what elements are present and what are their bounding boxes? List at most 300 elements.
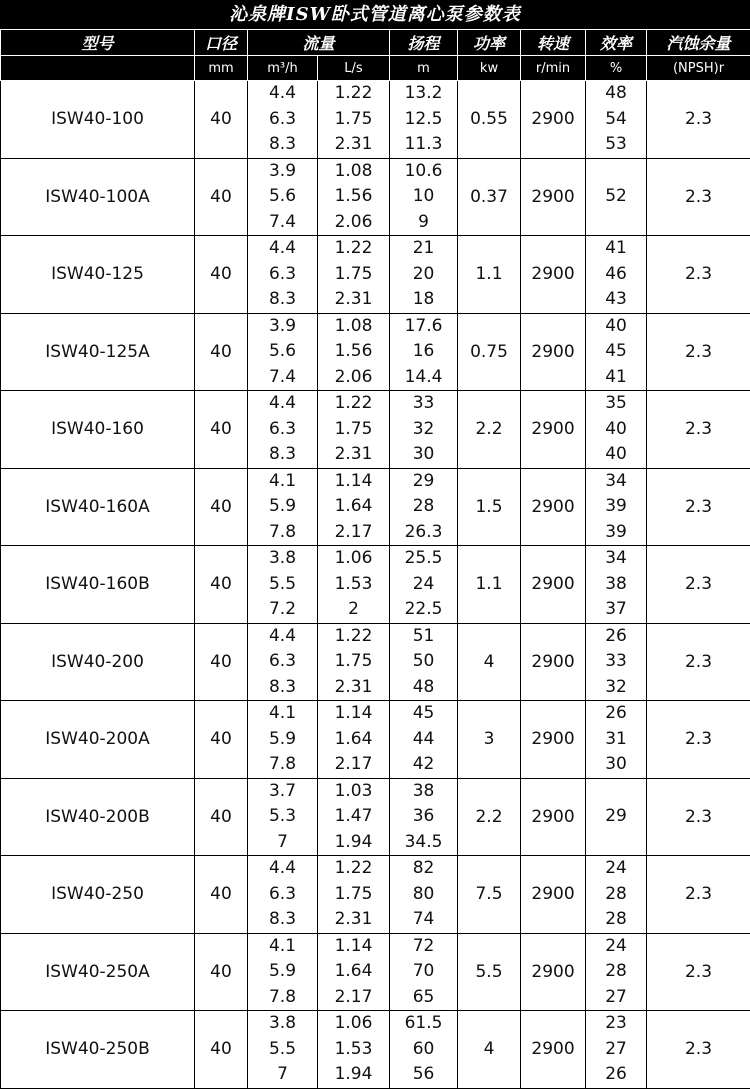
flow-ls-cell <box>318 701 390 779</box>
head-cell-value: 30 <box>390 442 457 468</box>
flow-ls-cell-value: 1.75 <box>318 107 389 133</box>
table-row <box>1 546 750 624</box>
table-row <box>1 1011 750 1089</box>
flow-ls-cell-value: 1.08 <box>318 159 389 185</box>
head-cell-value: 14.4 <box>390 365 457 391</box>
flow-ls-cell-value: 2.31 <box>318 132 389 158</box>
efficiency-cell-value: 37 <box>586 597 646 623</box>
flow-ls-cell-value: 1.53 <box>318 1037 389 1063</box>
flow-m3h-cell-value: 6.3 <box>248 262 317 288</box>
head-cell-value: 74 <box>390 907 457 933</box>
efficiency-cell <box>586 623 647 701</box>
model-cell: ISW40-100A <box>1 158 195 236</box>
flow-ls-cell <box>318 313 390 391</box>
head-cell-value: 48 <box>390 675 457 701</box>
pump-parameter-table <box>0 29 750 1089</box>
table-row <box>1 701 750 779</box>
npsh-cell: 2.3 <box>647 546 750 624</box>
flow-ls-cell-value: 2.17 <box>318 520 389 546</box>
npsh-cell: 2.3 <box>647 856 750 934</box>
caliber-cell: 40 <box>195 313 248 391</box>
npsh-cell: 2.3 <box>647 623 750 701</box>
efficiency-cell-value: 24 <box>586 856 646 882</box>
flow-m3h-cell-value: 3.9 <box>248 314 317 340</box>
efficiency-cell-value: 26 <box>586 1062 646 1088</box>
table-row <box>1 623 750 701</box>
flow-ls-cell-value: 1.22 <box>318 81 389 107</box>
model-cell: ISW40-160B <box>1 546 195 624</box>
flow-m3h-cell-value: 3.8 <box>248 546 317 572</box>
head-cell-value: 50 <box>390 649 457 675</box>
speed-cell: 2900 <box>521 701 586 779</box>
flow-ls-cell <box>318 81 390 159</box>
table-row <box>1 391 750 469</box>
efficiency-cell-value: 26 <box>586 701 646 727</box>
efficiency-cell-value: 31 <box>586 727 646 753</box>
head-cell-value: 9 <box>390 210 457 236</box>
head-cell-value: 51 <box>390 624 457 650</box>
head-cell <box>390 158 458 236</box>
power-cell: 2.2 <box>458 391 521 469</box>
model-cell: ISW40-250B <box>1 1011 195 1089</box>
head-cell-value: 17.6 <box>390 314 457 340</box>
flow-ls-cell-value: 1.64 <box>318 959 389 985</box>
head-cell-value: 42 <box>390 752 457 778</box>
efficiency-cell-value: 39 <box>586 520 646 546</box>
head-cell <box>390 701 458 779</box>
efficiency-cell-value: 29 <box>586 804 646 830</box>
flow-m3h-cell <box>248 623 318 701</box>
caliber-cell: 40 <box>195 1011 248 1089</box>
unit-power: kw <box>458 56 521 81</box>
flow-m3h-cell-value: 4.1 <box>248 934 317 960</box>
npsh-cell: 2.3 <box>647 391 750 469</box>
head-cell-value: 72 <box>390 934 457 960</box>
flow-ls-cell <box>318 236 390 314</box>
power-cell: 1.5 <box>458 468 521 546</box>
caliber-cell: 40 <box>195 546 248 624</box>
flow-ls-cell-value: 2.31 <box>318 442 389 468</box>
efficiency-cell-value: 28 <box>586 959 646 985</box>
flow-ls-cell-value: 1.47 <box>318 804 389 830</box>
flow-ls-cell-value: 1.22 <box>318 236 389 262</box>
caliber-cell: 40 <box>195 856 248 934</box>
efficiency-cell-value: 35 <box>586 391 646 417</box>
flow-ls-cell-value: 2.31 <box>318 907 389 933</box>
power-cell: 7.5 <box>458 856 521 934</box>
flow-ls-cell-value: 1.06 <box>318 546 389 572</box>
power-cell: 2.2 <box>458 778 521 856</box>
unit-row <box>1 56 750 81</box>
flow-m3h-cell-value: 4.4 <box>248 856 317 882</box>
head-cell-value: 18 <box>390 287 457 313</box>
efficiency-cell-value: 40 <box>586 417 646 443</box>
flow-ls-cell-value: 2.06 <box>318 365 389 391</box>
efficiency-cell-value: 41 <box>586 365 646 391</box>
flow-m3h-cell <box>248 236 318 314</box>
npsh-cell: 2.3 <box>647 1011 750 1089</box>
efficiency-cell-value: 27 <box>586 985 646 1011</box>
header-speed: 转速 <box>521 30 586 56</box>
model-cell: ISW40-160 <box>1 391 195 469</box>
power-cell: 5.5 <box>458 933 521 1011</box>
efficiency-cell-value: 26 <box>586 624 646 650</box>
flow-m3h-cell <box>248 81 318 159</box>
flow-m3h-cell-value: 8.3 <box>248 287 317 313</box>
head-cell-value: 11.3 <box>390 132 457 158</box>
flow-m3h-cell-value: 5.9 <box>248 727 317 753</box>
flow-m3h-cell-value: 6.3 <box>248 107 317 133</box>
flow-ls-cell <box>318 623 390 701</box>
efficiency-cell-value: 28 <box>586 907 646 933</box>
header-power: 功率 <box>458 30 521 56</box>
power-cell: 4 <box>458 1011 521 1089</box>
efficiency-cell <box>586 236 647 314</box>
efficiency-cell-value: 23 <box>586 1011 646 1037</box>
efficiency-cell-value: 34 <box>586 546 646 572</box>
flow-m3h-cell-value: 7 <box>248 1062 317 1088</box>
power-cell: 0.55 <box>458 81 521 159</box>
table-body <box>1 81 750 1089</box>
efficiency-cell-value: 48 <box>586 81 646 107</box>
flow-m3h-cell-value: 6.3 <box>248 649 317 675</box>
flow-ls-cell-value: 1.22 <box>318 856 389 882</box>
power-cell: 0.75 <box>458 313 521 391</box>
caliber-cell: 40 <box>195 933 248 1011</box>
head-cell-value: 25.5 <box>390 546 457 572</box>
flow-ls-cell-value: 1.75 <box>318 262 389 288</box>
speed-cell: 2900 <box>521 623 586 701</box>
efficiency-cell <box>586 313 647 391</box>
table-row <box>1 468 750 546</box>
power-cell: 1.1 <box>458 546 521 624</box>
head-cell <box>390 236 458 314</box>
flow-m3h-cell <box>248 391 318 469</box>
speed-cell: 2900 <box>521 1011 586 1089</box>
flow-ls-cell-value: 1.14 <box>318 469 389 495</box>
speed-cell: 2900 <box>521 778 586 856</box>
caliber-cell: 40 <box>195 81 248 159</box>
model-cell: ISW40-200B <box>1 778 195 856</box>
speed-cell: 2900 <box>521 158 586 236</box>
head-cell-value: 16 <box>390 339 457 365</box>
speed-cell: 2900 <box>521 81 586 159</box>
flow-m3h-cell <box>248 1011 318 1089</box>
head-cell-value: 10 <box>390 184 457 210</box>
flow-m3h-cell-value: 3.8 <box>248 1011 317 1037</box>
flow-m3h-cell <box>248 158 318 236</box>
power-cell: 4 <box>458 623 521 701</box>
efficiency-cell <box>586 81 647 159</box>
head-cell-value: 32 <box>390 417 457 443</box>
flow-ls-cell <box>318 856 390 934</box>
flow-m3h-cell-value: 8.3 <box>248 442 317 468</box>
flow-m3h-cell-value: 7.8 <box>248 520 317 546</box>
npsh-cell: 2.3 <box>647 701 750 779</box>
head-cell-value: 34.5 <box>390 830 457 856</box>
speed-cell: 2900 <box>521 468 586 546</box>
model-cell: ISW40-250 <box>1 856 195 934</box>
head-cell-value: 29 <box>390 469 457 495</box>
model-cell: ISW40-100 <box>1 81 195 159</box>
npsh-cell: 2.3 <box>647 778 750 856</box>
model-cell: ISW40-250A <box>1 933 195 1011</box>
table-row <box>1 158 750 236</box>
flow-m3h-cell <box>248 468 318 546</box>
flow-m3h-cell <box>248 546 318 624</box>
head-cell-value: 33 <box>390 391 457 417</box>
flow-ls-cell-value: 1.94 <box>318 830 389 856</box>
flow-ls-cell-value: 1.08 <box>318 314 389 340</box>
flow-ls-cell-value: 1.14 <box>318 934 389 960</box>
head-cell-value: 56 <box>390 1062 457 1088</box>
flow-m3h-cell-value: 7.8 <box>248 985 317 1011</box>
head-cell-value: 45 <box>390 701 457 727</box>
flow-ls-cell-value: 2.31 <box>318 287 389 313</box>
head-cell-value: 70 <box>390 959 457 985</box>
flow-m3h-cell-value: 5.9 <box>248 494 317 520</box>
header-model: 型号 <box>1 30 195 56</box>
unit-flow-ls: L/s <box>318 56 390 81</box>
caliber-cell: 40 <box>195 778 248 856</box>
speed-cell: 2900 <box>521 236 586 314</box>
npsh-cell: 2.3 <box>647 158 750 236</box>
flow-ls-cell-value: 1.75 <box>318 417 389 443</box>
flow-m3h-cell <box>248 778 318 856</box>
flow-m3h-cell-value: 3.7 <box>248 779 317 805</box>
efficiency-cell <box>586 546 647 624</box>
head-cell-value: 12.5 <box>390 107 457 133</box>
model-cell: ISW40-160A <box>1 468 195 546</box>
flow-ls-cell-value: 2 <box>318 597 389 623</box>
efficiency-cell-value: 53 <box>586 132 646 158</box>
flow-ls-cell-value: 1.14 <box>318 701 389 727</box>
head-cell-value: 80 <box>390 882 457 908</box>
head-cell <box>390 856 458 934</box>
flow-ls-cell-value: 1.53 <box>318 572 389 598</box>
header-row <box>1 30 750 56</box>
head-cell-value: 22.5 <box>390 597 457 623</box>
flow-m3h-cell-value: 4.4 <box>248 391 317 417</box>
head-cell-value: 65 <box>390 985 457 1011</box>
head-cell-value: 13.2 <box>390 81 457 107</box>
efficiency-cell-value: 39 <box>586 494 646 520</box>
head-cell-value: 20 <box>390 262 457 288</box>
flow-ls-cell-value: 1.03 <box>318 779 389 805</box>
efficiency-cell-value: 24 <box>586 934 646 960</box>
model-cell: ISW40-200A <box>1 701 195 779</box>
flow-m3h-cell-value: 6.3 <box>248 417 317 443</box>
power-cell: 1.1 <box>458 236 521 314</box>
flow-m3h-cell <box>248 313 318 391</box>
table-row <box>1 81 750 159</box>
flow-ls-cell <box>318 546 390 624</box>
table-row <box>1 236 750 314</box>
head-cell-value: 82 <box>390 856 457 882</box>
table-row <box>1 313 750 391</box>
caliber-cell: 40 <box>195 623 248 701</box>
table-row <box>1 778 750 856</box>
flow-ls-cell-value: 1.94 <box>318 1062 389 1088</box>
efficiency-cell-value: 33 <box>586 649 646 675</box>
npsh-cell: 2.3 <box>647 236 750 314</box>
flow-m3h-cell-value: 8.3 <box>248 675 317 701</box>
head-cell <box>390 81 458 159</box>
efficiency-cell <box>586 701 647 779</box>
model-cell: ISW40-200 <box>1 623 195 701</box>
flow-m3h-cell-value: 7 <box>248 830 317 856</box>
flow-m3h-cell-value: 7.2 <box>248 597 317 623</box>
head-cell <box>390 623 458 701</box>
efficiency-cell <box>586 1011 647 1089</box>
flow-m3h-cell-value: 4.4 <box>248 624 317 650</box>
head-cell-value: 38 <box>390 779 457 805</box>
flow-m3h-cell-value: 5.5 <box>248 1037 317 1063</box>
flow-ls-cell <box>318 468 390 546</box>
speed-cell: 2900 <box>521 933 586 1011</box>
unit-caliber: mm <box>195 56 248 81</box>
efficiency-cell <box>586 933 647 1011</box>
efficiency-cell-value: 43 <box>586 287 646 313</box>
flow-ls-cell <box>318 933 390 1011</box>
flow-ls-cell-value: 1.06 <box>318 1011 389 1037</box>
flow-m3h-cell-value: 5.9 <box>248 959 317 985</box>
flow-m3h-cell-value: 5.6 <box>248 184 317 210</box>
head-cell-value: 44 <box>390 727 457 753</box>
efficiency-cell-value: 46 <box>586 262 646 288</box>
header-flow: 流量 <box>248 30 390 56</box>
efficiency-cell <box>586 856 647 934</box>
flow-ls-cell-value: 2.17 <box>318 985 389 1011</box>
table-row <box>1 933 750 1011</box>
unit-speed: r/min <box>521 56 586 81</box>
flow-m3h-cell-value: 5.6 <box>248 339 317 365</box>
flow-ls-cell-value: 1.56 <box>318 339 389 365</box>
flow-m3h-cell <box>248 856 318 934</box>
flow-m3h-cell-value: 5.5 <box>248 572 317 598</box>
model-cell: ISW40-125A <box>1 313 195 391</box>
caliber-cell: 40 <box>195 158 248 236</box>
efficiency-cell <box>586 778 647 856</box>
speed-cell: 2900 <box>521 856 586 934</box>
speed-cell: 2900 <box>521 313 586 391</box>
caliber-cell: 40 <box>195 391 248 469</box>
head-cell <box>390 1011 458 1089</box>
efficiency-cell-value: 28 <box>586 882 646 908</box>
flow-ls-cell-value: 1.75 <box>318 649 389 675</box>
head-cell-value: 28 <box>390 494 457 520</box>
head-cell <box>390 391 458 469</box>
npsh-cell: 2.3 <box>647 81 750 159</box>
efficiency-cell-value: 45 <box>586 339 646 365</box>
power-cell: 0.37 <box>458 158 521 236</box>
head-cell <box>390 313 458 391</box>
head-cell-value: 24 <box>390 572 457 598</box>
caliber-cell: 40 <box>195 701 248 779</box>
speed-cell: 2900 <box>521 546 586 624</box>
flow-ls-cell <box>318 391 390 469</box>
efficiency-cell <box>586 391 647 469</box>
header-npsh: 汽蚀余量 <box>647 30 750 56</box>
flow-m3h-cell-value: 4.1 <box>248 469 317 495</box>
head-cell-value: 60 <box>390 1037 457 1063</box>
flow-m3h-cell-value: 4.1 <box>248 701 317 727</box>
flow-ls-cell-value: 1.64 <box>318 727 389 753</box>
head-cell-value: 21 <box>390 236 457 262</box>
flow-m3h-cell-value: 7.8 <box>248 752 317 778</box>
model-cell: ISW40-125 <box>1 236 195 314</box>
flow-m3h-cell-value: 4.4 <box>248 81 317 107</box>
efficiency-cell <box>586 468 647 546</box>
npsh-cell: 2.3 <box>647 468 750 546</box>
efficiency-cell-value: 27 <box>586 1037 646 1063</box>
efficiency-cell-value: 32 <box>586 675 646 701</box>
head-cell-value: 61.5 <box>390 1011 457 1037</box>
unit-npsh: (NPSH)r <box>647 56 750 81</box>
caliber-cell: 40 <box>195 236 248 314</box>
head-cell <box>390 933 458 1011</box>
flow-ls-cell <box>318 1011 390 1089</box>
efficiency-cell <box>586 158 647 236</box>
flow-m3h-cell-value: 8.3 <box>248 132 317 158</box>
head-cell-value: 10.6 <box>390 159 457 185</box>
flow-m3h-cell-value: 6.3 <box>248 882 317 908</box>
header-head: 扬程 <box>390 30 458 56</box>
flow-m3h-cell-value: 7.4 <box>248 210 317 236</box>
efficiency-cell-value: 54 <box>586 107 646 133</box>
unit-model-blank <box>1 56 195 81</box>
header-efficiency: 效率 <box>586 30 647 56</box>
efficiency-cell-value: 30 <box>586 752 646 778</box>
efficiency-cell-value: 40 <box>586 442 646 468</box>
flow-ls-cell-value: 1.75 <box>318 882 389 908</box>
power-cell: 3 <box>458 701 521 779</box>
unit-efficiency: % <box>586 56 647 81</box>
flow-m3h-cell-value: 4.4 <box>248 236 317 262</box>
flow-ls-cell-value: 1.64 <box>318 494 389 520</box>
head-cell-value: 36 <box>390 804 457 830</box>
flow-ls-cell-value: 2.06 <box>318 210 389 236</box>
flow-m3h-cell <box>248 933 318 1011</box>
flow-m3h-cell <box>248 701 318 779</box>
flow-m3h-cell-value: 5.3 <box>248 804 317 830</box>
efficiency-cell-value: 34 <box>586 469 646 495</box>
flow-m3h-cell-value: 7.4 <box>248 365 317 391</box>
flow-m3h-cell-value: 3.9 <box>248 159 317 185</box>
efficiency-cell-value: 41 <box>586 236 646 262</box>
npsh-cell: 2.3 <box>647 313 750 391</box>
flow-ls-cell <box>318 158 390 236</box>
header-caliber: 口径 <box>195 30 248 56</box>
efficiency-cell-value: 52 <box>586 184 646 210</box>
table-row <box>1 856 750 934</box>
flow-ls-cell-value: 1.56 <box>318 184 389 210</box>
caliber-cell: 40 <box>195 468 248 546</box>
unit-head: m <box>390 56 458 81</box>
head-cell <box>390 778 458 856</box>
unit-flow-m3h: m³/h <box>248 56 318 81</box>
npsh-cell: 2.3 <box>647 933 750 1011</box>
flow-ls-cell-value: 2.31 <box>318 675 389 701</box>
head-cell <box>390 546 458 624</box>
table-title: 沁泉牌ISW卧式管道离心泵参数表 <box>0 0 750 29</box>
flow-ls-cell <box>318 778 390 856</box>
head-cell <box>390 468 458 546</box>
efficiency-cell-value: 40 <box>586 314 646 340</box>
flow-ls-cell-value: 2.17 <box>318 752 389 778</box>
efficiency-cell-value: 38 <box>586 572 646 598</box>
head-cell-value: 26.3 <box>390 520 457 546</box>
